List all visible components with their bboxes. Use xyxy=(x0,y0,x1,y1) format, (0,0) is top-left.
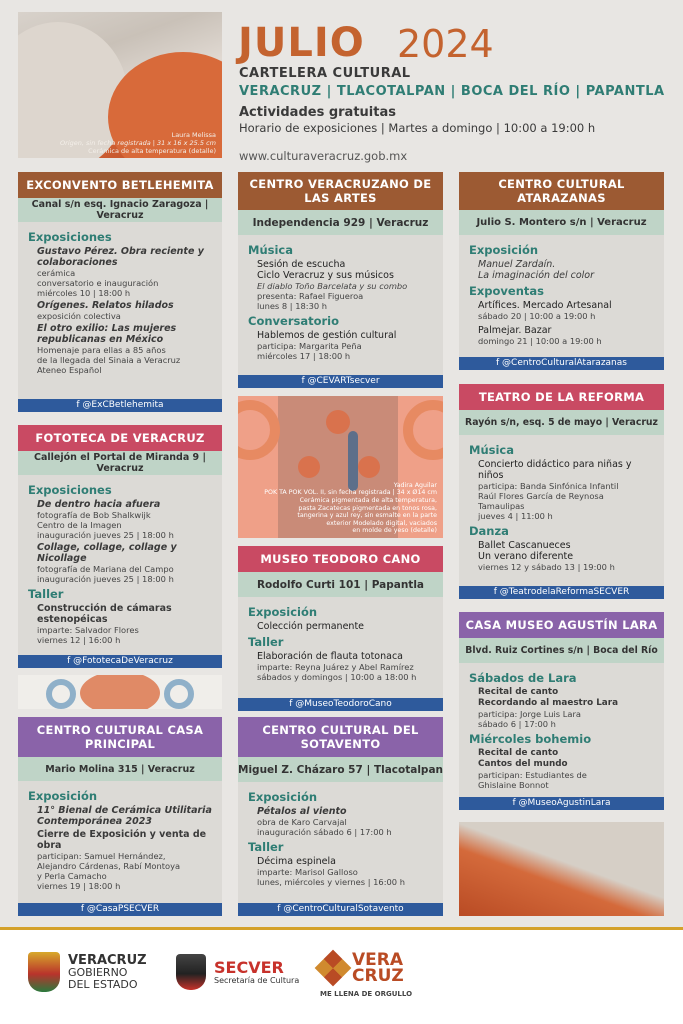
flower-pattern-icon xyxy=(315,950,352,987)
pok-ta-pok-photo xyxy=(238,396,443,538)
event-detail: inauguración sábado 6 | 17:00 h xyxy=(257,827,392,837)
social-link[interactable]: f @CentroCulturalSotavento xyxy=(238,903,443,916)
event-detail: imparte: Marisol Galloso xyxy=(257,867,358,877)
event-detail: y Perla Camacho xyxy=(37,871,107,881)
event-detail: viernes 12 y sábado 13 | 19:00 h xyxy=(478,562,615,572)
event-title: Concierto didáctico para niñas y niños xyxy=(478,459,632,481)
card-exconvento-betlehemita xyxy=(18,172,222,412)
event-detail: presenta: Rafael Figueroa xyxy=(257,291,364,301)
event-title: Collage, collage, collage y Nicollage xyxy=(37,542,177,564)
social-link[interactable]: f @MuseoAgustinLara xyxy=(459,797,664,810)
event-title: Sesión de escucha xyxy=(257,259,346,270)
card-address: Mario Molina 315 | Veracruz xyxy=(18,757,222,781)
section-heading: Danza xyxy=(469,524,509,538)
veracruz-orgullo-logo: VERA CRUZ xyxy=(320,952,404,984)
event-detail: Raúl Flores García de Reynosa xyxy=(478,491,604,501)
event-title: Colección permanente xyxy=(257,621,365,632)
section-heading: Taller xyxy=(248,635,284,649)
event-detail: imparte: Reyna Juárez y Abel Ramírez xyxy=(257,662,414,672)
secver-logo: SECVER Secretaría de Cultura xyxy=(176,954,299,990)
event-title: Orígenes. Relatos hilados xyxy=(37,300,174,311)
event-title: Artífices. Mercado Artesanal xyxy=(478,300,612,311)
social-link[interactable]: f @CentroCulturalAtarazanas xyxy=(459,357,664,370)
card-address: Callejón el Portal de Miranda 9 | Veracruz xyxy=(18,451,222,475)
social-link[interactable]: f @FototecaDeVeracruz xyxy=(18,655,222,668)
section-heading: Miércoles bohemio xyxy=(469,732,592,746)
event-detail: imparte: Salvador Flores xyxy=(37,625,139,635)
footer-logos xyxy=(0,930,683,1024)
event-title: Pétalos al viento xyxy=(257,806,347,817)
event-detail: inauguración jueves 25 | 18:00 h xyxy=(37,530,174,540)
section-heading: Conversatorio xyxy=(248,314,340,328)
social-link[interactable]: f @CasaPSECVER xyxy=(18,903,222,916)
event-detail: viernes 19 | 18:00 h xyxy=(37,881,121,891)
event-title: 11° Bienal de Cerámica Utilitaria Contemporánea 2023 xyxy=(37,805,212,827)
card-atarazanas xyxy=(459,172,664,370)
event-detail: participa: Margarita Peña xyxy=(257,341,362,351)
section-heading: Exposición xyxy=(248,605,318,619)
event-title: Ballet Cascanueces xyxy=(478,540,571,551)
section-heading: Exposición xyxy=(28,789,98,803)
card-address: Canal s/n esq. Ignacio Zaragoza | Veracruz xyxy=(18,198,222,222)
card-title: CENTRO CULTURAL ATARAZANAS xyxy=(459,172,664,210)
photo-caption: Yadira Aguilar POK TA POK VOL. II, sin fecha registrada | 34 x Ø14 cm Cerámica pigmentada de alta temperatura, pasta Zacatecas pigmentada en tonos rosa, tangerina y azul rey, sin esmalte en la parte exterior Modelado digital, vaciados en molde de yeso (detalle) xyxy=(264,481,437,535)
event-detail: cerámica xyxy=(37,268,76,278)
section-heading: Exposiciones xyxy=(28,483,112,497)
event-detail: participan: Estudiantes de xyxy=(478,770,587,780)
card-title: CENTRO VERACRUZANO DE LAS ARTES xyxy=(238,172,443,210)
card-museo-teodoro-cano xyxy=(238,546,443,711)
ceramic-detail-photo xyxy=(459,822,664,916)
event-title: Recordando al maestro Lara xyxy=(478,698,619,708)
card-title: CASA MUSEO AGUSTÍN LARA xyxy=(459,612,664,638)
section-heading: Música xyxy=(248,243,293,257)
event-detail: sábado 20 | 10:00 a 19:00 h xyxy=(478,311,596,321)
section-heading: Exposición xyxy=(469,243,539,257)
hero-ceramic-photo xyxy=(18,12,222,158)
card-title: CENTRO CULTURAL DEL SOTAVENTO xyxy=(238,717,443,757)
section-heading: Exposiciones xyxy=(28,230,112,244)
event-detail: lunes, miércoles y viernes | 16:00 h xyxy=(257,877,405,887)
event-detail: de la llegada del Sinaia a Veracruz xyxy=(37,355,181,365)
card-address: Rayón s/n, esq. 5 de mayo | Veracruz xyxy=(459,410,664,435)
event-detail: Tamaulipas xyxy=(478,501,525,511)
website-link[interactable]: www.culturaveracruz.gob.mx xyxy=(239,149,408,163)
secver-emblem-icon xyxy=(176,954,206,990)
social-link[interactable]: f @ExCBetlehemita xyxy=(18,399,222,412)
event-title: Cantos del mundo xyxy=(478,759,568,769)
event-detail: fotografía de Bob Shalkwijk xyxy=(37,510,151,520)
event-detail: domingo 21 | 10:00 a 19:00 h xyxy=(478,336,602,346)
section-heading: Sábados de Lara xyxy=(469,671,577,685)
event-detail: conversatorio e inauguración xyxy=(37,278,159,288)
event-detail: miércoles 17 | 18:00 h xyxy=(257,351,351,361)
event-detail: Ateneo Español xyxy=(37,365,102,375)
card-centro-sotavento xyxy=(238,717,443,916)
free-activities-label: Actividades gratuitas xyxy=(239,105,396,120)
section-heading: Expoventas xyxy=(469,284,544,298)
event-detail: Homenaje para ellas a 85 años xyxy=(37,345,166,355)
social-link[interactable]: f @MuseoTeodoroCano xyxy=(238,698,443,711)
event-detail: participa: Banda Sinfónica Infantil xyxy=(478,481,619,491)
event-detail: Centro de la Imagen xyxy=(37,520,122,530)
card-casa-museo-agustin-lara xyxy=(459,612,664,810)
card-address: Julio S. Montero s/n | Veracruz xyxy=(459,210,664,235)
card-fototeca-veracruz xyxy=(18,425,222,668)
event-detail: fotografía de Mariana del Campo xyxy=(37,564,174,574)
card-title: CENTRO CULTURAL CASA PRINCIPAL xyxy=(18,717,222,757)
event-detail: inauguración jueves 25 | 18:00 h xyxy=(37,574,174,584)
section-heading: Taller xyxy=(28,587,64,601)
event-title: La imaginación del color xyxy=(478,270,595,281)
card-teatro-reforma xyxy=(459,384,664,599)
event-detail: participa: Jorge Luis Lara xyxy=(478,709,581,719)
cities-list: VERACRUZ | TLACOTALPAN | BOCA DEL RÍO | PAPANTLA xyxy=(239,84,665,99)
event-title: Ciclo Veracruz y sus músicos xyxy=(257,270,394,281)
event-subtitle: Cierre de Exposición y venta de obra xyxy=(37,829,207,851)
event-title: Manuel Zardaín. xyxy=(478,259,556,270)
subtitle: CARTELERA CULTURAL xyxy=(239,66,411,81)
event-detail: exposición colectiva xyxy=(37,311,121,321)
event-title: Gustavo Pérez. Obra reciente y colaboraciones xyxy=(37,246,204,268)
card-title: FOTOTECA DE VERACRUZ xyxy=(18,425,222,451)
social-link[interactable]: f @TeatrodelaReformaSECVER xyxy=(459,586,664,599)
event-detail: miércoles 10 | 18:00 h xyxy=(37,288,131,298)
veracruz-tagline: ME LLENA DE ORGULLO xyxy=(320,990,413,998)
event-title: Hablemos de gestión cultural xyxy=(257,330,397,341)
hero-photo-caption: Laura Melissa Origen, sin fecha registrada | 31 x 16 x 25.5 cm Cerámica de alta temperatura (detalle) xyxy=(60,131,216,155)
event-title: Elaboración de flauta totonaca xyxy=(257,651,403,662)
card-address: Blvd. Ruiz Cortines s/n | Boca del Río xyxy=(459,638,664,663)
event-title: Recital de canto xyxy=(478,687,559,697)
event-detail: El diablo Toño Barcelata y su combo xyxy=(257,281,408,291)
section-heading: Música xyxy=(469,443,514,457)
section-heading: Taller xyxy=(248,840,284,854)
event-title: Décima espinela xyxy=(257,856,336,867)
event-detail: jueves 4 | 11:00 h xyxy=(478,511,553,521)
exhibition-hours: Horario de exposiciones | Martes a domingo | 10:00 a 19:00 h xyxy=(239,121,596,135)
event-detail: sábados y domingos | 10:00 a 18:00 h xyxy=(257,672,417,682)
month-title: JULIO xyxy=(238,20,365,66)
event-detail: Ghislaine Bonnot xyxy=(478,780,549,790)
veracruz-gobierno-logo: VERACRUZ GOBIERNO DEL ESTADO xyxy=(28,952,147,992)
card-address: Miguel Z. Cházaro 57 | Tlacotalpan xyxy=(238,757,443,782)
event-title: El otro exilio: Las mujeres republicanas en México xyxy=(37,323,177,345)
coat-of-arms-icon xyxy=(28,952,60,992)
section-heading: Exposición xyxy=(248,790,318,804)
event-detail: sábado 6 | 17:00 h xyxy=(478,719,556,729)
card-casa-principal xyxy=(18,717,222,916)
event-title: Un verano diferente xyxy=(478,551,574,562)
card-title: EXCONVENTO BETLEHEMITA xyxy=(18,172,222,198)
ceramic-strip-photo xyxy=(18,675,222,709)
year-title: 2024 xyxy=(397,22,494,66)
event-detail: lunes 8 | 18:30 h xyxy=(257,301,328,311)
card-title: TEATRO DE LA REFORMA xyxy=(459,384,664,410)
event-title: Recital de canto xyxy=(478,748,559,758)
card-cevart xyxy=(238,172,443,388)
card-address: Rodolfo Curti 101 | Papantla xyxy=(238,572,443,597)
event-detail: viernes 12 | 16:00 h xyxy=(37,635,121,645)
event-detail: obra de Karo Carvajal xyxy=(257,817,347,827)
card-title: MUSEO TEODORO CANO xyxy=(238,546,443,572)
card-address: Independencia 929 | Veracruz xyxy=(238,210,443,235)
event-detail: Alejandro Cárdenas, Rabí Montoya xyxy=(37,861,181,871)
social-link[interactable]: f @CEVARTsecver xyxy=(238,375,443,388)
event-title: Palmejar. Bazar xyxy=(478,325,552,336)
event-detail: participan: Samuel Hernández, xyxy=(37,851,166,861)
event-title: De dentro hacia afuera xyxy=(37,499,161,510)
event-title: Construcción de cámaras estenopéicas xyxy=(37,603,172,625)
